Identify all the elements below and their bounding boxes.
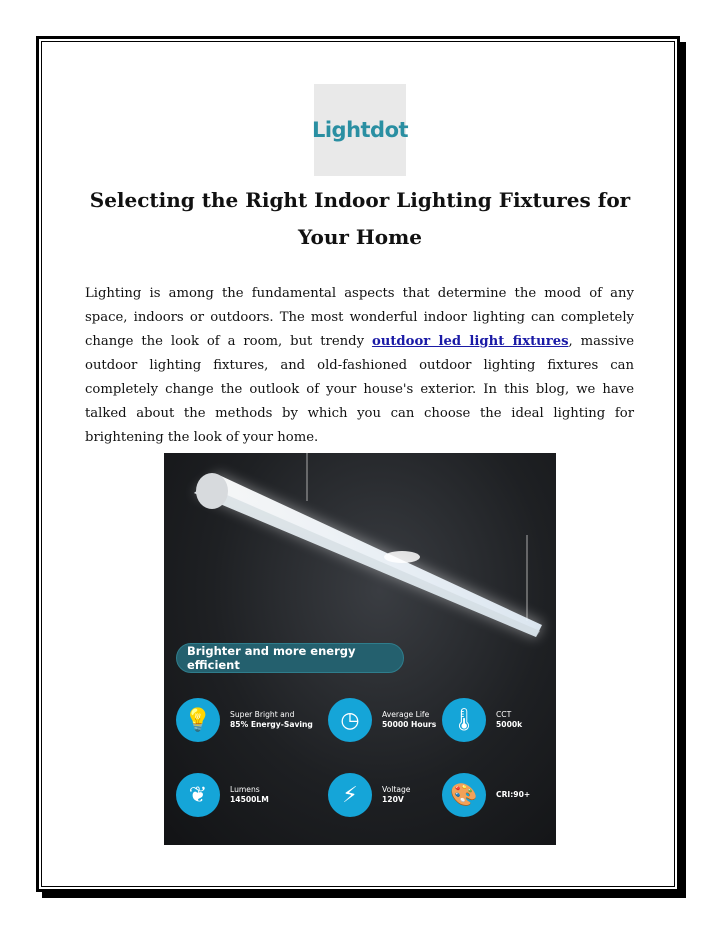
feature-line2: 85% Energy-Saving (230, 720, 313, 729)
outdoor-led-link[interactable]: outdoor led light fixtures (371, 334, 569, 349)
feature-line2: 50000 Hours (382, 720, 437, 729)
feature-line1: Lumens (230, 785, 260, 794)
intro-paragraph (85, 282, 634, 450)
banner-text: Brighter and more energy efficient (187, 644, 356, 672)
feature-life (328, 698, 436, 742)
brand-logo (311, 84, 409, 176)
palette-icon: 🎨 (442, 773, 486, 817)
feature-voltage (328, 773, 410, 817)
feature-line1: Super Bright and (230, 710, 295, 719)
feature-line1: CCT (496, 710, 512, 719)
logo-text: Lightdot (311, 118, 409, 142)
feature-cct (442, 698, 522, 742)
page-title: Selecting the Right Indoor Lighting Fixtures for Your Home (89, 188, 631, 249)
clock-icon: ◷ (328, 698, 372, 742)
intro-text-end: , massive outdoor lighting fixtures, and old-fashioned outdoor lighting fixtures can completely change the outlook of your house's exterior. In this blog, we have talked about the methods by which you can choose the ideal lighting for brightening the look of your home. (85, 334, 634, 445)
frame-shadow-bottom (42, 892, 686, 898)
feature-line1: CRI:90+ (496, 790, 531, 799)
feature-line1: Voltage (382, 785, 411, 794)
product-image (164, 453, 556, 845)
feature-brightness (176, 698, 313, 742)
frame-shadow-right (680, 42, 686, 898)
leaf-bulb-icon: ❦ (176, 773, 220, 817)
intro-text-start: Lighting is among the fundamental aspects that determine the mood of any space, indoors or outdoors. The most wonderful indoor lighting can completely change the look of a room, but trendy (85, 286, 634, 349)
feature-line2: 5000k (496, 720, 523, 729)
feature-line2: 14500LM (230, 795, 269, 804)
feature-lumens (176, 773, 269, 817)
feature-cri (442, 773, 530, 817)
lightning-icon: ⚡ (328, 773, 372, 817)
bulb-icon: 💡 (176, 698, 220, 742)
feature-line1: Average Life (382, 710, 430, 719)
feature-banner (176, 643, 404, 673)
thermometer-icon: 🌡 (442, 698, 486, 742)
feature-line2: 120V (382, 795, 404, 804)
